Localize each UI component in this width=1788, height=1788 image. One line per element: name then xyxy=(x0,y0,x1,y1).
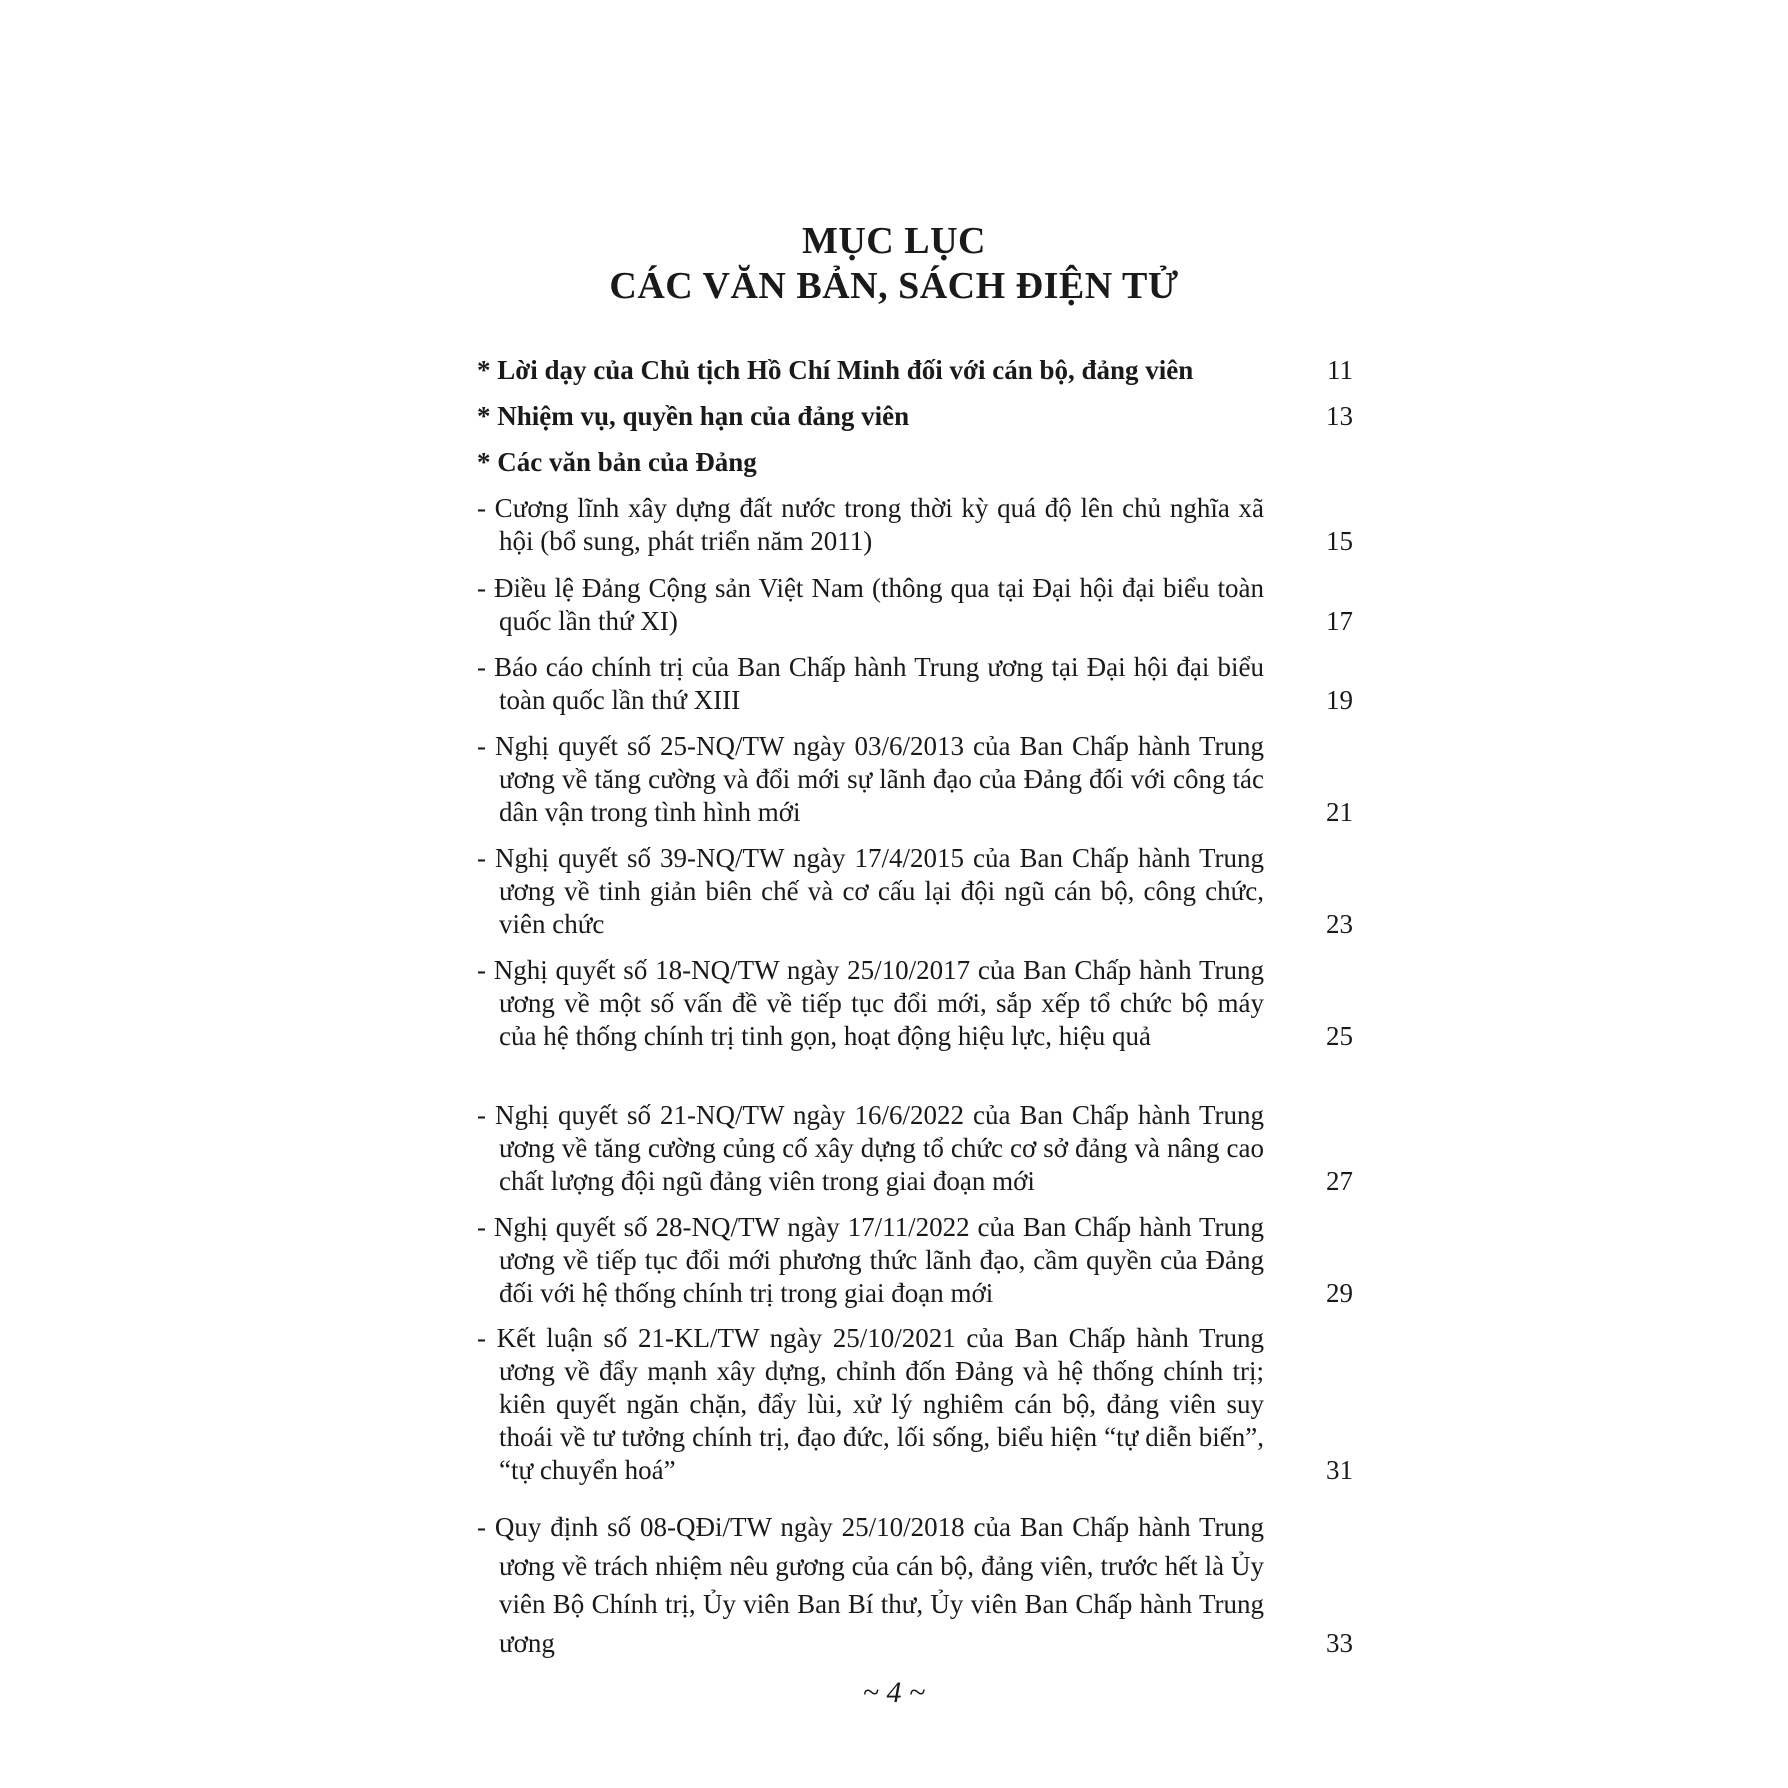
toc-entry xyxy=(477,572,1353,638)
page-title: MỤC LỤC xyxy=(802,220,986,262)
toc-entry-page: 11 xyxy=(1327,355,1353,385)
toc-entry xyxy=(477,730,1353,829)
toc-entry-text: - Báo cáo chính trị của Ban Chấp hành Trung ương tại Đại hội đại biểu toàn quốc lần thứ XIII xyxy=(477,652,1264,715)
toc-entry-text: - Điều lệ Đảng Cộng sản Việt Nam (thông qua tại Đại hội đại biểu toàn quốc lần thứ XI) xyxy=(477,573,1264,636)
toc-entry xyxy=(477,1508,1353,1662)
toc-entry-page: 33 xyxy=(1326,1627,1353,1658)
page-subtitle: CÁC VĂN BẢN, SÁCH ĐIỆN TỬ xyxy=(609,265,1179,307)
toc-entry-page: 15 xyxy=(1326,526,1353,556)
toc-entry-text: - Nghị quyết số 28-NQ/TW ngày 17/11/2022 của Ban Chấp hành Trung ương về tiếp tục đổi mới phương thức lãnh đạo, cầm quyền của Đảng đối với hệ thống chính trị trong giai đoạn mới xyxy=(477,1212,1264,1308)
toc-entry-text: - Nghị quyết số 21-NQ/TW ngày 16/6/2022 của Ban Chấp hành Trung ương về tăng cường củng cố xây dựng tổ chức cơ sở đảng và nâng cao chất lượng đội ngũ đảng viên trong giai đoạn mới xyxy=(477,1100,1264,1196)
toc-entry-text: * Lời dạy của Chủ tịch Hồ Chí Minh đối với cán bộ, đảng viên xyxy=(477,355,1194,385)
toc-entry xyxy=(477,842,1353,941)
toc-entry-text: * Các văn bản của Đảng xyxy=(477,447,757,477)
toc-entry-page: 29 xyxy=(1326,1278,1353,1308)
toc-entry xyxy=(477,1211,1353,1310)
toc-entry xyxy=(477,954,1353,1053)
toc-entry-text: * Nhiệm vụ, quyền hạn của đảng viên xyxy=(477,401,910,431)
page-number: ~ 4 ~ xyxy=(862,1676,926,1709)
toc-entry-text: - Kết luận số 21-KL/TW ngày 25/10/2021 của Ban Chấp hành Trung ương về đẩy mạnh xây dựng, chỉnh đốn Đảng và hệ thống chính trị; kiên quyết ngăn chặn, đẩy lùi, xử lý nghiêm cán bộ, đảng viên suy thoái về tư tưởng chính trị, đạo đức, lối sống, biểu hiện “tự diễn biến”, “tự chuyển hoá” xyxy=(477,1323,1264,1485)
toc-entry-text: - Nghị quyết số 39-NQ/TW ngày 17/4/2015 của Ban Chấp hành Trung ương về tinh giản biên chế và cơ cấu lại đội ngũ cán bộ, công chức, viên chức xyxy=(477,843,1264,939)
toc-entry xyxy=(477,1099,1353,1198)
toc-entry xyxy=(477,651,1353,717)
toc-entry-page: 19 xyxy=(1326,685,1353,715)
toc-entry-page: 23 xyxy=(1326,909,1353,939)
toc-entry-page: 31 xyxy=(1326,1455,1353,1485)
toc-entry-text: - Nghị quyết số 25-NQ/TW ngày 03/6/2013 của Ban Chấp hành Trung ương về tăng cường và đổi mới sự lãnh đạo của Đảng đối với công tác dân vận trong tình hình mới xyxy=(477,731,1264,827)
toc-entry-text: - Nghị quyết số 18-NQ/TW ngày 25/10/2017 của Ban Chấp hành Trung ương về một số vấn đề về tiếp tục đổi mới, sắp xếp tổ chức bộ máy của hệ thống chính trị tinh gọn, hoạt động hiệu lực, hiệu quả xyxy=(477,955,1264,1051)
toc-entry-page: 27 xyxy=(1326,1166,1353,1196)
toc-entry-text: - Cương lĩnh xây dựng đất nước trong thời kỳ quá độ lên chủ nghĩa xã hội (bổ sung, phát triển năm 2011) xyxy=(477,493,1264,556)
toc-entry xyxy=(477,354,1353,387)
toc-entry xyxy=(477,1322,1353,1487)
toc-entry xyxy=(477,400,1353,433)
toc-section-heading xyxy=(477,446,1353,479)
toc-entry-page: 13 xyxy=(1326,401,1353,431)
toc-entry-page: 17 xyxy=(1326,606,1353,636)
toc-entry-text: - Quy định số 08-QĐi/TW ngày 25/10/2018 của Ban Chấp hành Trung ương về trách nhiệm nêu gương của cán bộ, đảng viên, trước hết là Ủy viên Bộ Chính trị, Ủy viên Ban Bí thư, Ủy viên Ban Chấp hành Trung ương xyxy=(477,1512,1264,1658)
toc-entry-page: 25 xyxy=(1326,1021,1353,1051)
toc-entry-page: 21 xyxy=(1326,797,1353,827)
toc-entry xyxy=(477,492,1353,558)
